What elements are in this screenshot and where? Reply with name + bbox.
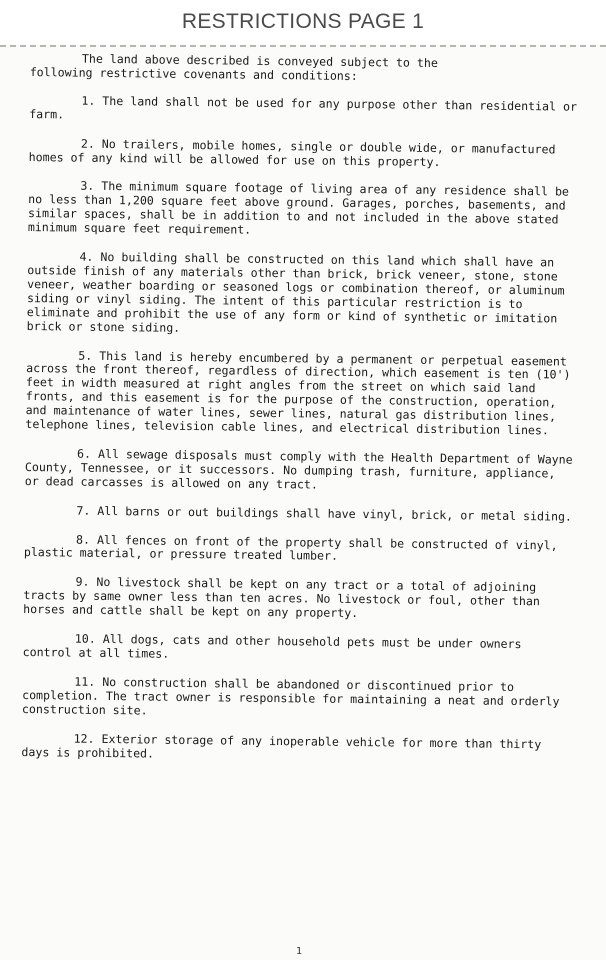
restriction-text: No livestock shall be kept on any tract or a total of adjoining tracts by same owner less than ten acres. No livestock or foul, other than horses and cattle shall be kept on any property. [23, 575, 540, 621]
restriction-text: All dogs, cats and other household pets must be under owners control at all times. [22, 632, 522, 661]
restriction-number: 10. [74, 631, 96, 646]
restriction-number: 4. [79, 249, 94, 264]
restriction-number: 2. [80, 136, 95, 151]
intro-paragraph [30, 52, 580, 87]
restriction-10 [23, 632, 573, 667]
restrictions-text [21, 52, 580, 781]
intro-line: following restrictive covenants and conditions: [29, 64, 358, 83]
page-header [0, 0, 606, 44]
restriction-4 [27, 250, 578, 340]
restriction-11 [22, 675, 572, 723]
restriction-text: All barns or out buildings shall have vinyl, brick, or metal siding. [97, 503, 573, 524]
restriction-text: All fences on front of the property shall be constructed of vinyl, plastic material, or pressure treated lumber. [23, 532, 558, 564]
restriction-1 [29, 94, 579, 129]
restriction-2 [29, 137, 579, 172]
restriction-text: No construction shall be abandoned or discontinued prior to completion. The tract owner is responsible for maintaining a neat and orderly construction site. [21, 674, 560, 718]
restriction-number: 6. [77, 446, 92, 461]
restriction-number: 11. [74, 674, 96, 689]
restriction-3 [28, 179, 579, 241]
scanned-document [0, 44, 606, 960]
restriction-5 [25, 348, 576, 438]
restriction-9 [23, 575, 573, 623]
restriction-number: 9. [75, 574, 90, 590]
cut-line-divider [0, 45, 606, 51]
restriction-number: 5. [78, 348, 93, 363]
restriction-number: 8. [75, 532, 91, 547]
restriction-text: No building shall be constructed on this land which shall have an outside finish of any materials other than brick, brick veneer, stone, stone veneer, weather boarding or seasoned logs or combination thereof, or aluminum siding or vinyl siding. The intent of this particular restriction is to eliminate and prohibit the use of any form or kind of synthetic or imitation brick or stone siding. [26, 249, 565, 335]
restriction-8 [24, 533, 574, 568]
restriction-number: 1. [81, 93, 96, 108]
page-number: 1 [296, 946, 303, 957]
restriction-7 [24, 504, 574, 525]
restriction-text: The land shall not be used for any purpose other than residential or farm. [29, 93, 578, 122]
restriction-text: This land is hereby encumbered by a permanent or perpetual easement across the front thereof, regardless of direction, which easement is ten (10') feet in width measured at right angles from the street on which said land fronts, and this easement is for the purpose of the construction, operation, and maintenance of water lines, sewer lines, natural gas distribution lines, telephone lines, television cable lines, and electrical distribution lines. [25, 348, 571, 438]
restriction-number: 3. [80, 179, 95, 194]
restriction-12 [21, 732, 571, 767]
restriction-text: The minimum square footage of living area of any residence shall be no less than 1,200 square feet above ground. Garages, porches, basements, and similar spaces, shall be in addition to and not included in the above stated minimum square feet requirement. [27, 179, 570, 237]
intro-line: The land above described is conveyed subject to the [81, 51, 438, 70]
restriction-number: 7. [76, 503, 91, 518]
restriction-text: No trailers, mobile homes, single or double wide, or manufactured homes of any kind will be allowed for use on this property. [28, 136, 556, 169]
page-title: RESTRICTIONS PAGE 1 [181, 10, 425, 33]
restriction-text: Exterior storage of any inoperable vehicle for more than thirty days is prohibited. [21, 731, 542, 761]
restriction-text: All sewage disposals must comply with the Health Department of Wayne County, Tennessee, or it successors. No dumping trash, furniture, appliance, or dead carcasses is allowed on any tract. [24, 446, 573, 492]
restriction-6 [25, 447, 575, 495]
restriction-number: 12. [73, 731, 95, 746]
